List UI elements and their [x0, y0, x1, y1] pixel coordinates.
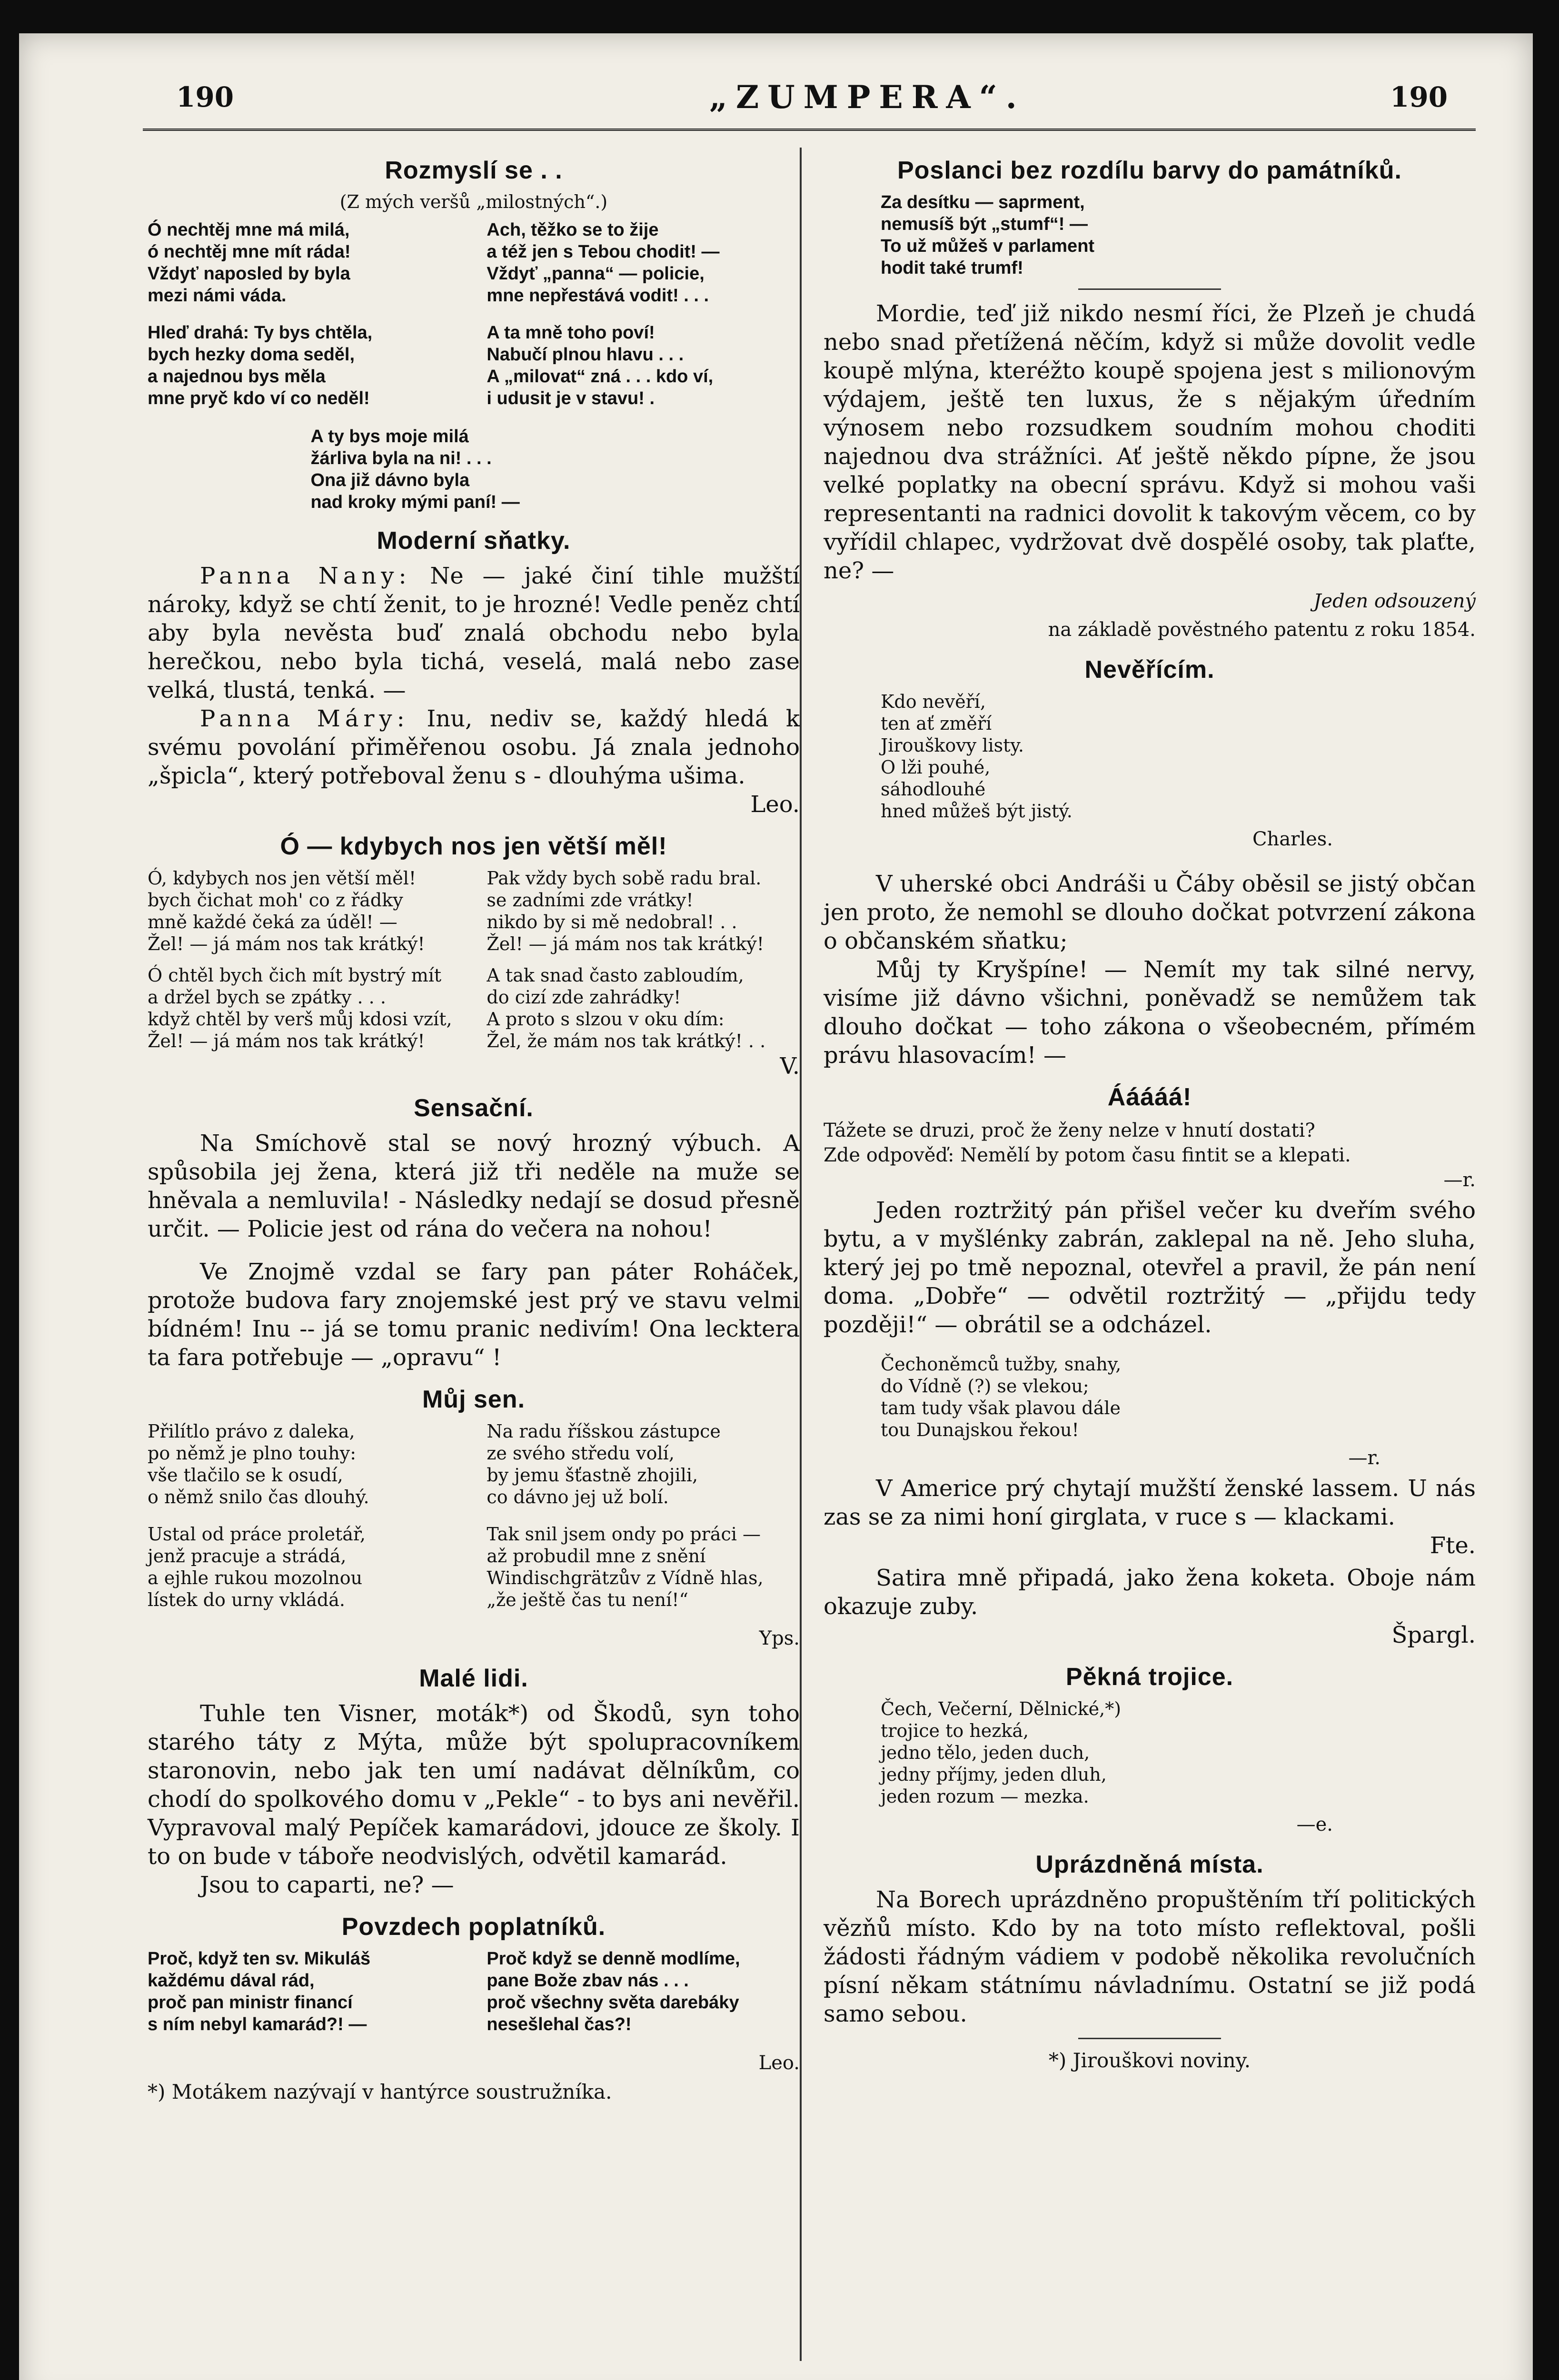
- satira-paragraph: Satira mně připadá, jako žena koketa. Oboje nám okazuje zuby.: [824, 1565, 1476, 1620]
- poem-line: Ó chtěl bych čich mít bystrý mít: [148, 965, 442, 986]
- rozmysli-stanza-row-2: [148, 322, 800, 421]
- mista-title: Uprázdněná místa.: [1035, 1851, 1264, 1878]
- neverici-poem: Kdo nevěří, ten ať změří Jirouškovy listy. O lži pouhé, sáhodlouhé hned můžeš být jistý.: [881, 691, 1072, 822]
- amerika-paragraph: V Americe prý chytají mužští ženské lassem. U nás zas se za nimi honí girglata, v ruce s — klackami.: [824, 1475, 1476, 1530]
- poslanci-title: Poslanci bez rozdílu barvy do památníků.: [897, 157, 1402, 184]
- poem-line: se zadními zde vrátky!: [487, 890, 694, 911]
- poem-line: a držel bych se zpátky . . .: [148, 987, 386, 1008]
- snatky-title: Moderní sňatky.: [377, 527, 571, 555]
- poem-line: Žel! — já mám nos tak krátký!: [148, 933, 425, 954]
- poem-line: Žel, že mám nos tak krátký! . .: [487, 1031, 766, 1051]
- uhersko-paragraph: V uherské obci Andráši u Čáby oběsil se jistý občan jen proto, že nemohl se dlouho dočkat potvrzení zákona o občanském sňatku;: [824, 871, 1476, 954]
- trojice-signature: —e.: [1296, 1814, 1333, 1835]
- mordie-signature-note: na základě pověstného patentu z roku 1854.: [1048, 619, 1476, 641]
- lidi-paragraph: Jsou to caparti, ne? —: [200, 1872, 454, 1898]
- povzdech-poem: [148, 1948, 800, 2047]
- neverici-signature: Charles.: [1252, 828, 1333, 850]
- snatky-signature: Leo.: [750, 791, 800, 818]
- snatky-text: Ne — jaké činí tihle mužští nároky, když se chtí ženit, to je hrozné! Vedle peněz chtí aby byla nevěsta buď znalá obchodu nebo byla herečkou, nebo byla tichá, veselá, malá nebo zase velká, tlustá, tenká. —: [148, 563, 800, 704]
- speaker-name: Panna Nany:: [200, 563, 411, 589]
- rozmysli-stanza-final: A ty bys moje milá žárliva byla na ni! . . . Ona již dávno byla nad kroky mými paní! —: [310, 426, 520, 512]
- senzacni-paragraph: Ve Znojmě vzdal se fary pan páter Roháček, protože budova fary znojemské jest prý ve stavu velmi bídném! Inu -- já se tomu pranic nedivím! Ona lecktera ta fara potřebuje — „opravu“ !: [148, 1259, 800, 1371]
- poem-line: A proto s slzou v oku dím:: [487, 1009, 725, 1030]
- right-column: [824, 143, 1476, 2072]
- sen-stanza: Na radu říšskou zástupce ze svého středu volí, by jemu šťastně zhojili, co dávno jej už bolí.: [487, 1421, 721, 1507]
- snatky-text: Inu, nediv se, každý hledá k svému povolání přiměřenou osobu. Já znala jednoho „špicla“, který potřeboval ženu s - dlouhýma ušima.: [148, 705, 800, 789]
- poem-line: A tak snad často zabloudím,: [487, 965, 744, 986]
- divider: [1078, 2038, 1221, 2039]
- povzdech-signature: Leo.: [758, 2052, 800, 2074]
- trojice-poem: Čech, Večerní, Dělnické,*) trojice to hezká, jedno tělo, jeden duch, jedny příjmy, jeden dluh, jeden rozum — mezka.: [881, 1698, 1122, 1807]
- masthead-title: „ZUMPERA“.: [709, 79, 1025, 116]
- satira-signature: Špargl.: [1391, 1622, 1476, 1648]
- senzacni-title: Sensační.: [414, 1094, 534, 1122]
- newspaper-page: [19, 33, 1533, 2380]
- rozmysli-title: Rozmyslí se . .: [385, 157, 563, 184]
- aaaa-question: Tážete se druzi, proč že ženy nelze v hnutí dostati?: [824, 1120, 1315, 1141]
- column-divider: [800, 148, 802, 2361]
- sen-signature: Yps.: [759, 1627, 800, 1649]
- poem-line: Žel! — já mám nos tak krátký!: [148, 1031, 425, 1051]
- page-number-right: 190: [1390, 81, 1448, 113]
- snatky-paragraph: [148, 562, 800, 704]
- amerika-signature: Fte.: [1430, 1532, 1476, 1559]
- aaaa-signature: —r.: [1443, 1169, 1476, 1191]
- sen-stanza-row-1: [148, 1420, 800, 1519]
- snatky-paragraph: [148, 704, 800, 790]
- header-rule: [143, 129, 1476, 131]
- trojice-title: Pěkná trojice.: [1065, 1663, 1234, 1691]
- uhersko-paragraph: Můj ty Kryšpíne! — Nemít my tak silné nervy, visíme již dávno všichni, poněvadž se nemůžem tak dlouho dočkat — toho zákona o všeobecném, přímém právu hlasovacím! —: [824, 956, 1476, 1069]
- senzacni-paragraph: Na Smíchově stal se nový hrozný výbuch. A spůsobila jej žena, která již tři neděle na muže se hněvala a nemluvila! - Následky nedají se dosud přesně určit. — Policie jest od rána do večera na nohou!: [148, 1130, 800, 1242]
- left-column: [148, 143, 800, 2103]
- right-footnote: *) Jirouškovi noviny.: [1048, 2049, 1251, 2072]
- page-number-left: 190: [176, 81, 234, 113]
- poem-line: když chtěl by verš můj kdosi vzít,: [148, 1009, 452, 1030]
- neverici-title: Nevěřícím.: [1084, 656, 1215, 684]
- rozmysli-stanza: Ach, těžko se to žije a též jen s Tebou chodit! — Vždyť „panna“ — policie, mne nepřestává vodit! . . .: [487, 220, 720, 306]
- poem-line: Pak vždy bych sobě radu bral.: [487, 868, 762, 889]
- mista-paragraph: Na Borech uprázdněno propuštěním tří politických vězňů místo. Kdo by na toto místo reflektoval, pošli žádosti řádným vádiem v podobě několika revolučních písní někam státnímu návladnímu. Ostatní se již podá samo sebou.: [824, 1886, 1476, 2027]
- rozmysli-subtitle: (Z mých veršů „milostných“.): [339, 191, 608, 212]
- aaaa-answer: Zde odpověď: Nemělí by potom času fintit se a klepati.: [824, 1144, 1351, 1166]
- rozmysli-stanza: Ó nechtěj mne má milá, ó nechtěj mne mít ráda! Vždyť naposled by byla mezi námi váda.: [148, 220, 351, 306]
- sen-title: Můj sen.: [422, 1386, 526, 1413]
- poem-line: bych čichat moh' co z řádky: [148, 890, 403, 911]
- rozmysli-stanza: A ta mně toho poví! Nabučí plnou hlavu . . . A „milovat“ zná . . . kdo ví, i udusit je v stavu! .: [487, 323, 714, 408]
- kdybych-title: Ó — kdybych nos jen větší měl!: [280, 833, 667, 860]
- sen-stanza: Ustal od práce proletář, jenž pracuje a strádá, a ejhle rukou mozolnou lístek do urny vkládá.: [148, 1524, 366, 1610]
- left-footnote: *) Motákem nazývají v hantýrce soustružníka.: [148, 2080, 612, 2103]
- poem-line: nikdo by si mě nedobral! . .: [487, 912, 737, 932]
- kdybych-poem: [148, 867, 800, 1052]
- sen-stanza: Přilítlo právo z daleka, po němž je plno touhy: vše tlačilo se k osudí, o němž snilo čas dlouhý.: [148, 1421, 369, 1507]
- roztrzity-poem: Čechoněmců tužby, snahy, do Vídně (?) se vlekou; tam tudy však plavou dále tou Dunajskou řekou!: [881, 1354, 1122, 1440]
- divider: [1078, 288, 1221, 290]
- roztrzity-paragraph: Jeden roztržitý pán přišel večer ku dveřím svého bytu, a v myšlénky zabrán, zaklepal na ně. Jeho sluha, který jej po tmě nepoznal, otevřel a pravil, že pán není doma. „Dobře“ — odvětil roztržitý — „přijdu tedy později!“ — obrátil se a odcházel.: [824, 1197, 1476, 1338]
- sen-stanza-row-2: [148, 1523, 800, 1622]
- poem-line: do cizí zde zahrádky!: [487, 987, 681, 1008]
- povzdech-stanza: Proč, když ten sv. Mikuláš každému dával rád, proč pan ministr financí s ním nebyl kamarád?! —: [148, 1949, 371, 2034]
- mordie-paragraph: Mordie, teď již nikdo nesmí říci, že Plzeň je chudá nebo snad přetížená něčím, když si může dovolit vedle koupě mlýna, kteréžto koupě spojena jest s milionovým výdajem, ještě ten luxus, že s nějakým úředním výnosem nebo rozsudkem soudním mohou choditi najednou dva strážníci. Ať ještě někdo pípne, že jsou velké poplatky na obecní správu. Když si mohou vaši representanti na radnici dovolit k takovým věcem, co by vyřídil chlapec, vydržovat dvě dospělé osoby, tak plaťte, ne? —: [824, 300, 1476, 584]
- speaker-name: Panna Máry:: [200, 705, 409, 732]
- rozmysli-stanza: Hleď drahá: Ty bys chtěla, bych hezky doma seděl, a najednou bys měla mne pryč kdo ví co neděl!: [148, 323, 373, 408]
- kdybych-signature: V.: [780, 1053, 800, 1080]
- poem-line: Žel! — já mám nos tak krátký!: [487, 933, 765, 954]
- lidi-paragraph: Tuhle ten Visner, moták*) od Škodů, syn toho starého táty z Mýta, může být spolupracovníkem staronovin, nebo jak ten umí nadávat dělníkům, co chodí do spolkového domu v „Pekle“ - to bys ani nevěřil. Vypravoval malý Pepíček kamarádovi, jdouce ze školy. I to on bude v táboře neodvislých, odvětil kamarád.: [148, 1700, 800, 1870]
- mordie-signature: Jeden odsouzený: [1313, 590, 1476, 612]
- aaaa-title: Ááááá!: [1107, 1083, 1192, 1111]
- poslanci-poem: Za desítku — saprment, nemusíš být „stumf“! — To už můžeš v parlament hodit také trumf!: [881, 192, 1095, 278]
- sen-stanza: Tak snil jsem ondy po práci — až probudil mne z snění Windischgrätzův z Vídně hlas, „že ještě čas tu není!“: [487, 1524, 764, 1610]
- roztrzity-signature: —r.: [1348, 1447, 1380, 1469]
- povzdech-stanza: Proč když se denně modlíme, pane Bože zbav nás . . . proč všechny světa darebáky nesešlehal čas?!: [487, 1949, 740, 2034]
- povzdech-title: Povzdech poplatníků.: [341, 1913, 606, 1941]
- lidi-title: Malé lidi.: [419, 1665, 528, 1692]
- poem-line: Ó, kdybych nos jen větší měl!: [148, 868, 417, 889]
- rozmysli-stanza-row-1: [148, 219, 800, 318]
- poem-line: mně každé čeká za úděl! —: [148, 912, 397, 932]
